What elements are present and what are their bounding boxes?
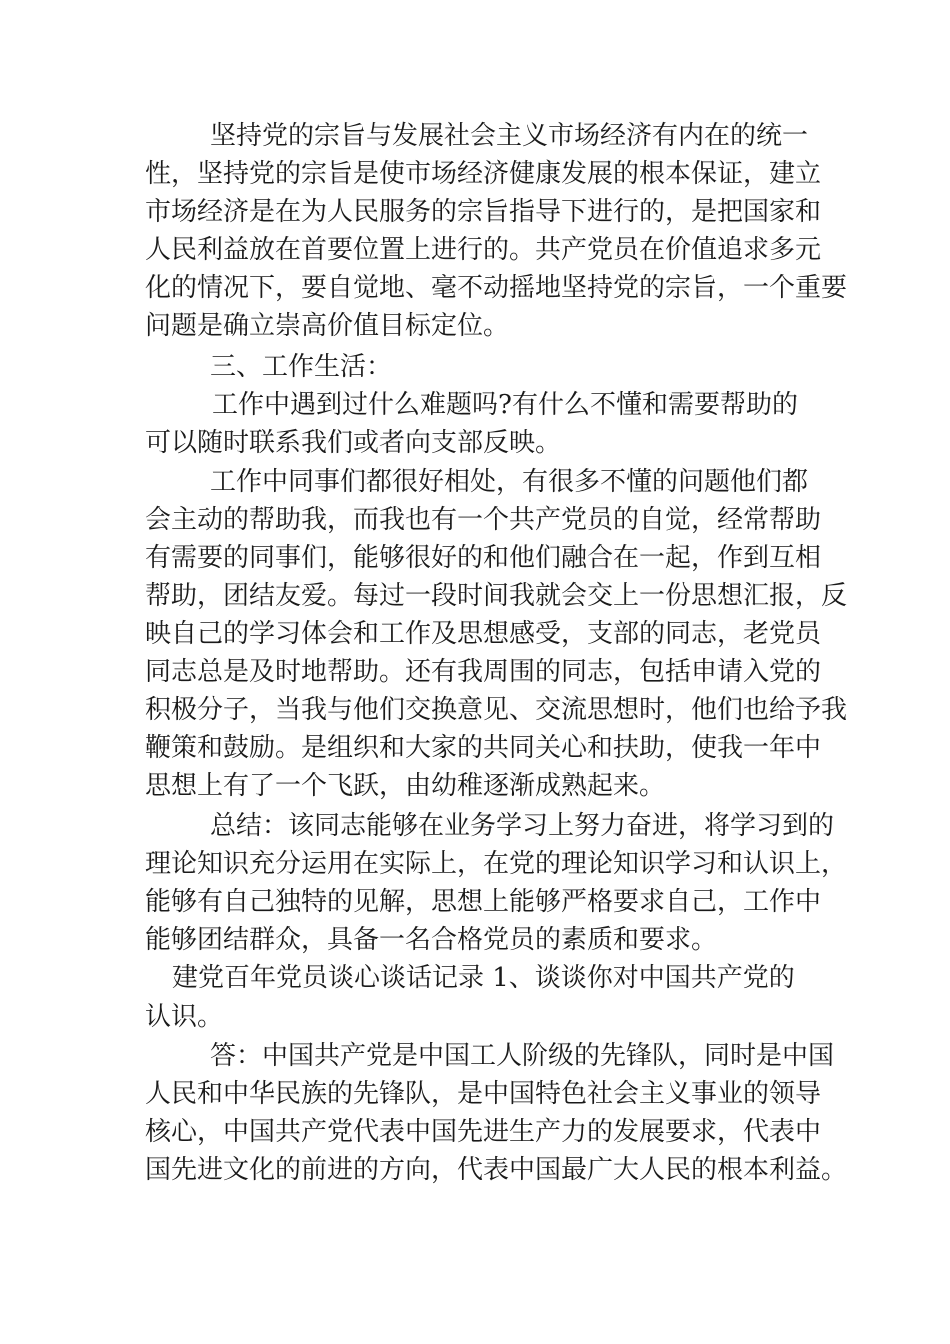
text-line: 人民和中华民族的先锋队，是中国特色社会主义事业的领导	[145, 1079, 822, 1109]
text-line: 理论知识充分运用在实际上，在党的理论知识学习和认识上，	[145, 849, 848, 879]
text-line: 坚持党的宗旨与发展社会主义市场经济有内在的统一	[210, 121, 809, 151]
text-line: 工作中同事们都很好相处，有很多不懂的问题他们都	[210, 467, 809, 497]
text-line: 核心，中国共产党代表中国先进生产力的发展要求，代表中	[145, 1117, 822, 1147]
text-line: 帮助，团结友爱。每过一段时间我就会交上一份思想汇报，反	[145, 581, 848, 611]
text-line: 可以随时联系我们或者向支部反映。	[145, 428, 562, 458]
text-line: 答：中国共产党是中国工人阶级的先锋队，同时是中国	[210, 1041, 835, 1071]
text-line: 建党百年党员谈心谈话记录 1、谈谈你对中国共产党的	[172, 963, 795, 993]
text-line: 市场经济是在为人民服务的宗旨指导下进行的，是把国家和	[145, 197, 822, 227]
text-line: 化的情况下，要自觉地、毫不动摇地坚持党的宗旨，一个重要	[145, 273, 848, 303]
text-line: 思想上有了一个飞跃，由幼稚逐渐成熟起来。	[145, 771, 666, 801]
text-line: 有需要的同事们，能够很好的和他们融合在一起，作到互相	[145, 543, 822, 573]
text-line: 会主动的帮助我，而我也有一个共产党员的自觉，经常帮助	[145, 505, 822, 535]
text-line: 能够有自己独特的见解，思想上能够严格要求自己，工作中	[145, 887, 822, 917]
text-line: 总结：该同志能够在业务学习上努力奋进，将学习到的	[210, 811, 835, 841]
text-line: 问题是确立崇高价值目标定位。	[145, 311, 510, 341]
text-line: 同志总是及时地帮助。还有我周围的同志，包括申请入党的	[145, 657, 822, 687]
text-line: 国先进文化的前进的方向，代表中国最广大人民的根本利益。	[145, 1155, 848, 1185]
text-line: 能够团结群众，具备一名合格党员的素质和要求。	[145, 925, 718, 955]
text-line: 性，坚持党的宗旨是使市场经济健康发展的根本保证，建立	[145, 159, 822, 189]
section-heading: 三、工作生活：	[210, 352, 393, 382]
text-line: 认识。	[145, 1002, 224, 1032]
text-line: 积极分子，当我与他们交换意见、交流思想时，他们也给予我	[145, 695, 848, 725]
text-line: 鞭策和鼓励。是组织和大家的共同关心和扶助，使我一年中	[145, 733, 822, 763]
text-line: 人民利益放在首要位置上进行的。共产党员在价值追求多元	[145, 235, 822, 265]
text-line: 工作中遇到过什么难题吗?有什么不懂和需要帮助的	[212, 390, 798, 420]
text-line: 映自己的学习体会和工作及思想感受，支部的同志，老党员	[145, 619, 822, 649]
